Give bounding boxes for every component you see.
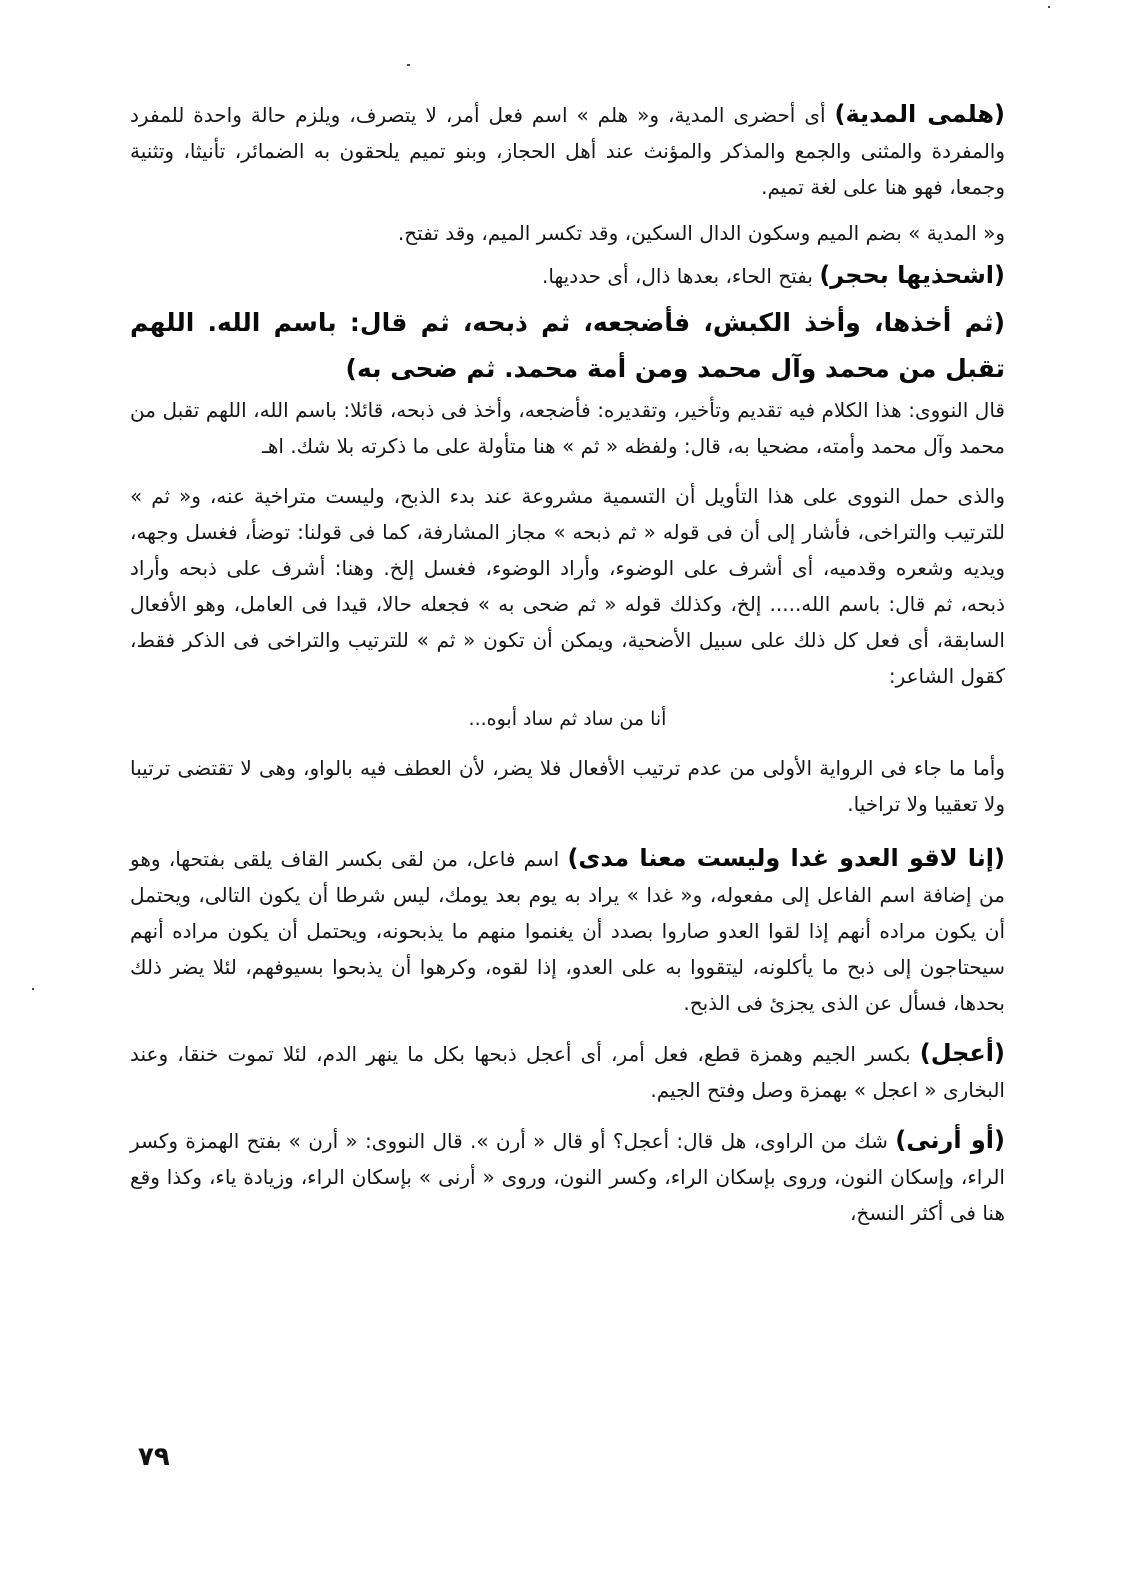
paragraph-text: اسم فاعل، من لقى بكسر القاف يلقى بفتحها، وهو من إضافة اسم الفاعل إلى مفعوله، و« غدا » يراد به يوم بعد يومك، ليس شرطا أن يكون التالى، ويحتمل أن يكون مراده أنهم إذا لقوا العدو صاروا بصدد أن يغنموا منهم ما يذبحونه، ويحتمل أن يكون مراده أنهم سيحتاجون إلى ذبح ما يأكلونه، ليتقووا به على العدو، إذا لقوه، وكرهوا أن يذبحوا بسيوفهم، لئلا يضر ذلك بحدها، فسأل عن الذى يجزئ فى الذبح. bbox=[130, 847, 1005, 1015]
paragraph-halummi bbox=[130, 96, 1005, 205]
scan-speck bbox=[407, 64, 410, 66]
paragraph-text: أى أحضرى المدية، و« هلم » اسم فعل أمر، لا يتصرف، ويلزم حالة واحدة للمفرد والمفردة والمثنى والجمع والمذكر والمؤنث عند أهل الحجاز، وبنو تميم يلحقون به الضمائر، تأنيثا، وتثنية وجمعا، فهو هنا على لغة تميم. bbox=[130, 103, 1005, 199]
page-body bbox=[130, 96, 1005, 1231]
poetry-verse: أنا من ساد ثم ساد أبوه... bbox=[468, 708, 667, 730]
paragraph-first-narration bbox=[130, 750, 1005, 822]
paragraph-text: شك من الراوى، هل قال: أعجل؟ أو قال « أرن ». قال النووى: « أرن » بفتح الهمزة وكسر الراء، وإسكان النون، وروى بإسكان الراء، وكسر النون، وروى « أرنى » بإسكان الراء، وزيادة ياء، وكذا وقع هنا فى أكثر النسخ، bbox=[130, 1129, 1005, 1225]
term-ajil: (أعجل) bbox=[919, 1039, 1005, 1067]
paragraph-text: بفتح الحاء، بعدها ذال، أى حدديها. bbox=[542, 264, 820, 288]
paragraph-laqu-aladuw bbox=[130, 840, 1005, 1021]
paragraph-almudya bbox=[130, 215, 1005, 251]
paragraph-ishhadhiha bbox=[130, 257, 1005, 294]
term-ishhadhiha: (اشحذيها بحجر) bbox=[819, 261, 1005, 289]
paragraph-text: وأما ما جاء فى الرواية الأولى من عدم ترتيب الأفعال فلا يضر، لأن العطف فيه بالواو، وهى لا تقتضى ترتيبا ولا تعقيبا ولا تراخيا. bbox=[130, 756, 1005, 816]
term-laqu-aladuw: (إنا لاقو العدو غدا وليست معنا مدى) bbox=[567, 844, 1005, 872]
paragraph-text: والذى حمل النووى على هذا التأويل أن التسمية مشروعة عند بدء الذبح، وليست متراخية عنه، و« ثم » للترتيب والتراخى، فأشار إلى أن فى قوله « ثم ذبحه » مجاز المشارفة، كما فى قولنا: توضأ، فغسل وجهه، ويديه وشعره وقدميه، أى أشرف على الوضوء، وأراد الوضوء، فغسل إلخ. وهنا: أشرف على ذبحه وأراد ذبحه، ثم قال: باسم الله..... إلخ، وكذلك قوله « ثم ضحى به » فجعله حالا، قيدا فى العامل، وهو الأفعال السابقة، أى فعل كل ذلك على سبيل الأضحية، ويمكن أن تكون « ثم » للترتيب والتراخى فى الذكر فقط، كقول الشاعر: bbox=[130, 484, 1005, 688]
scan-speck bbox=[32, 988, 34, 990]
paragraph-ajil bbox=[130, 1035, 1005, 1108]
term-halummi-almudya: (هلمى المدية) bbox=[834, 100, 1006, 128]
paragraph-nawawi-comment bbox=[130, 392, 1005, 464]
page-number: ٧٩ bbox=[138, 1442, 170, 1472]
paragraph-tawil-explanation bbox=[130, 478, 1005, 694]
paragraph-text: قال النووى: هذا الكلام فيه تقديم وتأخير، وتقديره: فأضجعه، وأخذ فى ذبحه، قائلا: باسم الله، اللهم تقبل من محمد وآل محمد وأمته، مضحيا به، قال: ولفظه « ثم » هنا متأولة على ما ذكرته بلا شك. اهـ bbox=[130, 398, 1005, 458]
scan-speck bbox=[1048, 6, 1050, 8]
term-arni: (أو أرنى) bbox=[895, 1126, 1005, 1154]
paragraph-text: و« المدية » بضم الميم وسكون الدال السكين، وقد تكسر الميم، وقد تفتح. bbox=[397, 221, 1005, 245]
paragraph-text: بكسر الجيم وهمزة قطع، فعل أمر، أى أعجل ذبحها بكل ما ينهر الدم، لئلا تموت خنقا، وعند البخارى « اعجل » بهمزة وصل وفتح الجيم. bbox=[130, 1042, 1005, 1102]
paragraph-arni bbox=[130, 1122, 1005, 1231]
hadith-quote-heading: (ثم أخذها، وأخذ الكبش، فأضجعه، ثم ذبحه، ثم قال: باسم الله. اللهم تقبل من محمد وآل محمد ومن أمة محمد. ثم ضحى به) bbox=[130, 308, 1005, 383]
